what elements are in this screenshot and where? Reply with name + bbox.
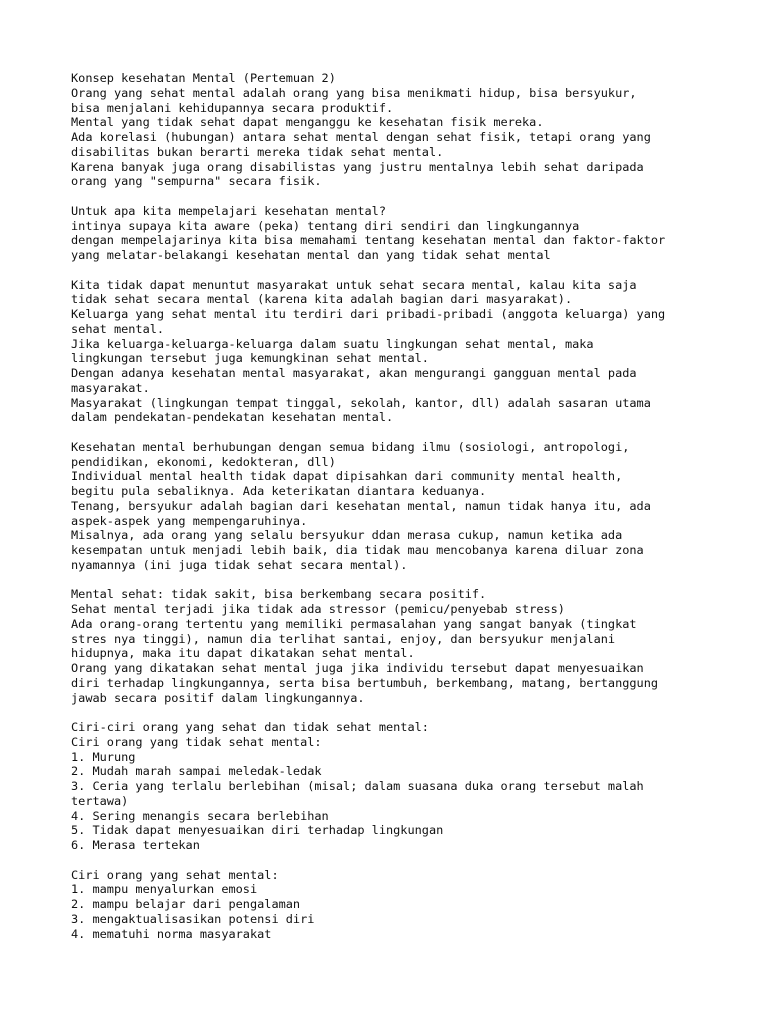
list-item: 4. Sering menangis secara berlebihan bbox=[71, 808, 329, 823]
text-line: Ada korelasi (hubungan) antara sehat mental dengan sehat fisik, tetapi orang yang bbox=[71, 130, 651, 144]
section-heading: Ciri-ciri orang yang sehat dan tidak sehat mental: bbox=[71, 720, 429, 734]
list-ciri-sehat bbox=[71, 868, 711, 942]
text-line: kesempatan untuk menjadi lebih baik, dia tidak mau mencobanya karena diluar zona bbox=[71, 543, 644, 557]
list-item: 3. mengaktualisasikan potensi diri bbox=[71, 911, 315, 926]
list-item: 2. Mudah marah sampai meledak-ledak bbox=[71, 764, 322, 779]
list-heading: Ciri orang yang sehat mental: bbox=[71, 867, 279, 882]
list-heading: Ciri orang yang tidak sehat mental: bbox=[71, 734, 322, 749]
document-title: Konsep kesehatan Mental (Pertemuan 2) bbox=[71, 71, 336, 85]
text-line: Misalnya, ada orang yang selalu bersyukur ddan merasa cukup, namun ketika ada bbox=[71, 528, 623, 543]
text-line: Keluarga yang sehat mental itu terdiri dari pribadi-pribadi (anggota keluarga) yang bbox=[71, 307, 666, 321]
text-line: lingkungan tersebut juga kemungkinan sehat mental. bbox=[71, 351, 429, 366]
text-line: orang yang "sempurna" secara fisik. bbox=[71, 174, 322, 189]
text-line: Kita tidak dapat menuntut masyarakat untuk sehat secara mental, kalau kita saja bbox=[71, 277, 637, 292]
paragraph-masyarakat bbox=[71, 278, 711, 426]
list-item: 4. mematuhi norma masyarakat bbox=[71, 926, 272, 941]
text-line: Mental yang tidak sehat dapat menganggu ke kesehatan fisik mereka. bbox=[71, 115, 544, 130]
text-line: Mental sehat: tidak sakit, bisa berkembang secara positif. bbox=[71, 587, 487, 602]
list-item: 1. Murung bbox=[71, 749, 136, 764]
text-line: dengan mempelajarinya kita bisa memahami tentang kesehatan mental dan faktor-faktor bbox=[71, 233, 666, 248]
text-line: tidak sehat secara mental (karena kita adalah bagian dari masyarakat). bbox=[71, 292, 573, 307]
list-item-continuation: tertawa) bbox=[71, 793, 129, 808]
paragraph-mental-sehat bbox=[71, 587, 711, 705]
text-line: disabilitas bukan berarti mereka tidak sehat mental. bbox=[71, 144, 444, 159]
text-line: Orang yang dikatakan sehat mental juga jika individu tersebut dapat menyesuaikan bbox=[71, 661, 644, 675]
list-item: 6. Merasa tertekan bbox=[71, 838, 200, 852]
text-line: sehat mental. bbox=[71, 321, 165, 336]
text-line: pendidikan, ekonomi, kedokteran, dll) bbox=[71, 454, 336, 469]
text-line: Ada orang-orang tertentu yang memiliki permasalahan yang sangat banyak (tingkat bbox=[71, 616, 637, 631]
text-line: stres nya tinggi), namun dia terlihat santai, enjoy, dan bersyukur menjalani bbox=[71, 631, 616, 646]
text-line: jawab secara positif dalam lingkungannya. bbox=[71, 690, 365, 705]
text-line: Dengan adanya kesehatan mental masyarakat, akan mengurangi gangguan mental pada bbox=[71, 366, 637, 380]
text-line: Kesehatan mental berhubungan dengan semua bidang ilmu (sosiologi, antropologi, bbox=[71, 439, 630, 454]
text-line: Tenang, bersyukur adalah bagian dari kesehatan mental, namun tidak hanya itu, ada bbox=[71, 498, 651, 513]
text-line: Jika keluarga-keluarga-keluarga dalam suatu lingkungan sehat mental, maka bbox=[71, 336, 594, 351]
document-page bbox=[71, 71, 711, 956]
text-line: Orang yang sehat mental adalah orang yang bisa menikmati hidup, bisa bersyukur, bbox=[71, 85, 637, 100]
text-line: Masyarakat (lingkungan tempat tinggal, sekolah, kantor, dll) adalah sasaran utama bbox=[71, 395, 651, 410]
list-item: 3. Ceria yang terlalu berlebihan (misal; dalam suasana duka orang tersebut malah bbox=[71, 779, 644, 793]
text-line: Sehat mental terjadi jika tidak ada stressor (pemicu/penyebab stress) bbox=[71, 602, 565, 616]
text-line: nyamannya (ini juga tidak sehat secara mental). bbox=[71, 557, 408, 572]
text-line: intinya supaya kita aware (peka) tentang diri sendiri dan lingkungannya bbox=[71, 218, 580, 233]
text-line: masyarakat. bbox=[71, 380, 150, 395]
text-line: yang melatar-belakangi kesehatan mental dan yang tidak sehat mental bbox=[71, 248, 551, 262]
list-ciri-tidak-sehat bbox=[71, 720, 711, 853]
text-line: aspek-aspek yang mempengaruhinya. bbox=[71, 513, 308, 528]
paragraph-konsep bbox=[71, 71, 711, 189]
text-line: hidupnya, maka itu dapat dikatakan sehat mental. bbox=[71, 646, 415, 661]
text-line: dalam pendekatan-pendekatan kesehatan mental. bbox=[71, 410, 394, 425]
paragraph-bidang-ilmu bbox=[71, 440, 711, 573]
text-line: Individual mental health tidak dapat dipisahkan dari community mental health, bbox=[71, 469, 623, 484]
list-item: 5. Tidak dapat menyesuaikan diri terhadap lingkungan bbox=[71, 823, 444, 838]
list-item: 2. mampu belajar dari pengalaman bbox=[71, 897, 301, 911]
text-line: begitu pula sebaliknya. Ada keterikatan diantara keduanya. bbox=[71, 484, 487, 498]
text-line: diri terhadap lingkungannya, serta bisa bertumbuh, berkembang, matang, bertanggung bbox=[71, 675, 659, 690]
text-line: Untuk apa kita mempelajari kesehatan mental? bbox=[71, 203, 386, 218]
text-line: bisa menjalani kehidupannya secara produktif. bbox=[71, 100, 394, 115]
paragraph-tujuan bbox=[71, 204, 711, 263]
text-line: Karena banyak juga orang disabilistas yang justru mentalnya lebih sehat daripada bbox=[71, 159, 644, 174]
list-item: 1. mampu menyalurkan emosi bbox=[71, 882, 258, 897]
